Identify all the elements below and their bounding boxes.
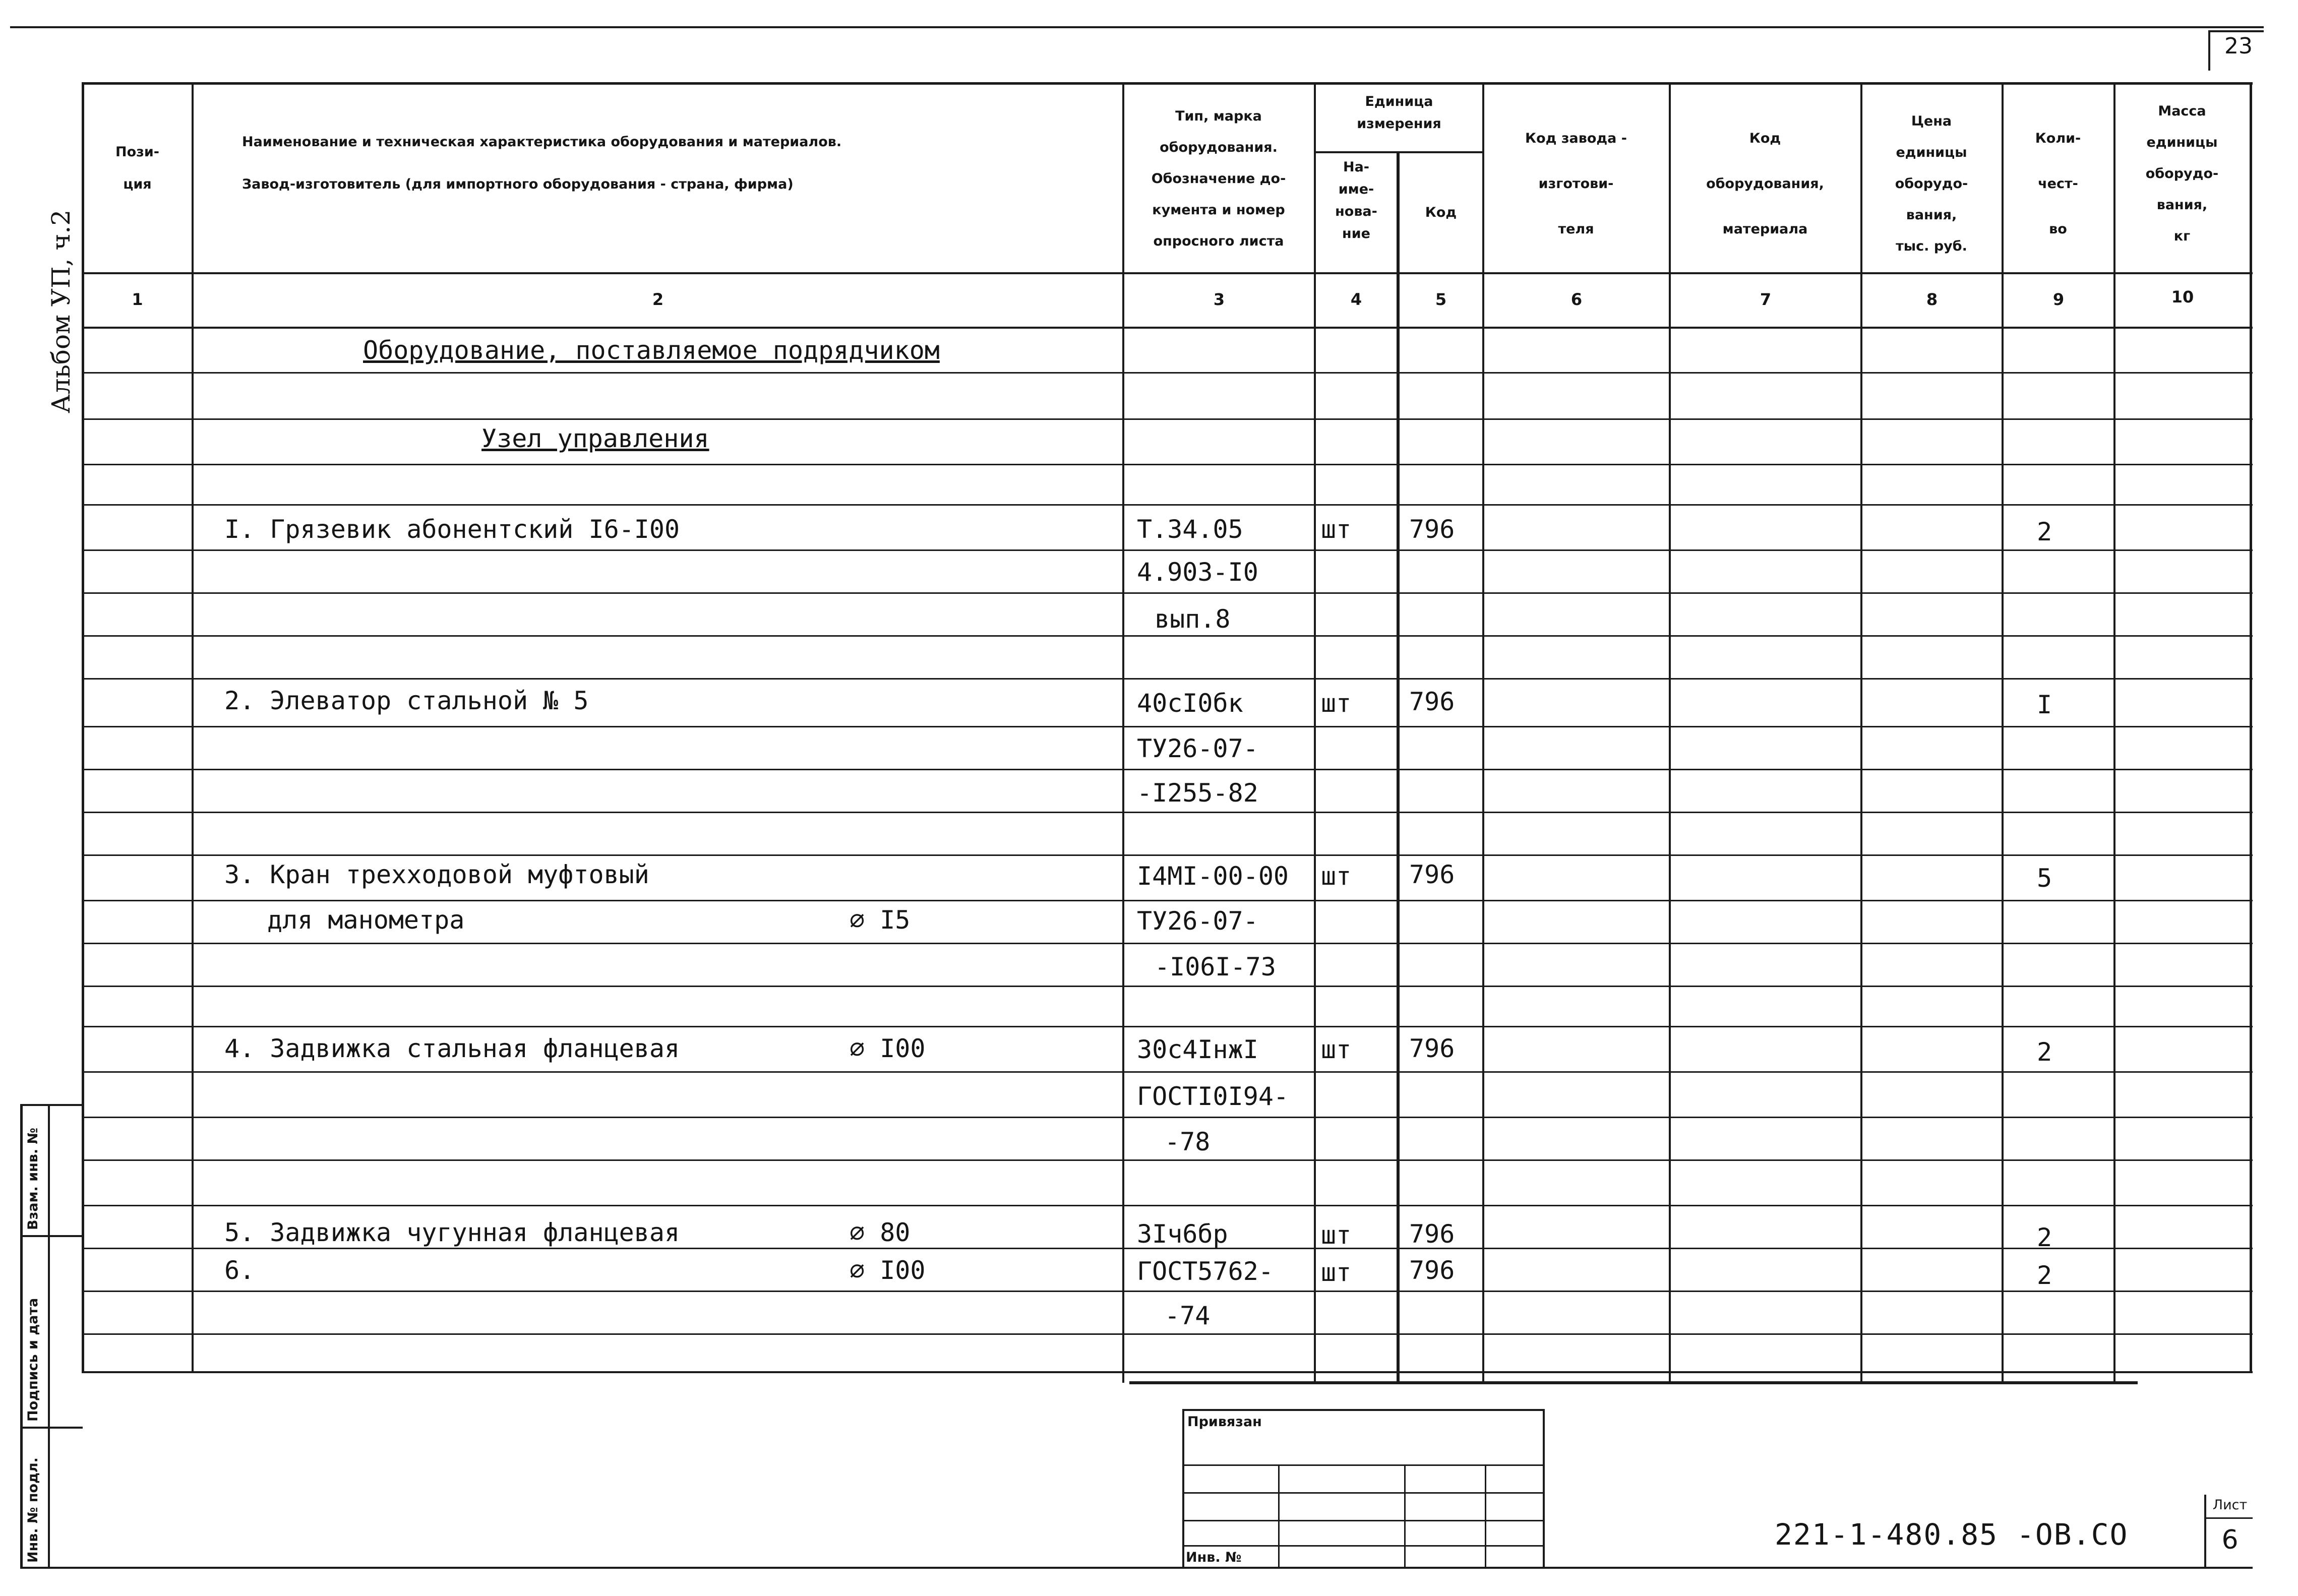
album-title: Альбом УП, ч.2: [46, 209, 76, 413]
item-name: 3. Кран трехходовой муфтовый: [224, 860, 649, 889]
item-name: 4. Задвижка стальная фланцевая: [224, 1034, 680, 1063]
col-number: 3: [1213, 290, 1225, 309]
col-number: 9: [2052, 290, 2065, 309]
item-qty: 2: [2037, 1037, 2052, 1067]
item-unit: шт: [1321, 689, 1352, 718]
item-name-continued: для манометра: [267, 905, 465, 935]
col-number: 4: [1350, 290, 1362, 309]
item-type: 30с4IнжI: [1137, 1035, 1258, 1064]
item-type: 40сI0бк: [1137, 689, 1243, 718]
col-number: 6: [1570, 290, 1583, 309]
item-size: ⌀ 80: [850, 1218, 911, 1247]
col-number: 1: [132, 290, 143, 309]
item-size: ⌀ I5: [850, 905, 911, 935]
item-code: 796: [1409, 1256, 1455, 1285]
item-unit: шт: [1321, 515, 1352, 544]
header-name: Наименование и техническая характеристика оборудования и материалов. Завод-изготовитель (для импортного оборудования - страна, фирма): [242, 134, 842, 192]
item-unit: шт: [1321, 862, 1352, 891]
stamp-inv-podl: Инв. № подл.: [25, 1457, 41, 1563]
item-qty: 5: [2037, 864, 2052, 893]
stamp-podpis: Подпись и дата: [25, 1298, 41, 1422]
header-quantity: Коли- чест- во: [2035, 131, 2081, 237]
item-qty: 2: [2037, 1223, 2052, 1252]
header-unit-group: Единица измерения: [1357, 94, 1441, 132]
sheet-number: 6: [2221, 1525, 2239, 1555]
item-type: ТУ26-07-: [1137, 734, 1258, 763]
header-type: Тип, марка оборудования. Обозначение до- кумента и номер опросного листа: [1151, 108, 1286, 249]
item-code: 796: [1409, 1034, 1455, 1063]
col-number: 2: [652, 290, 664, 309]
item-unit: шт: [1321, 1220, 1352, 1250]
item-name: 5. Задвижка чугунная фланцевая: [224, 1218, 680, 1247]
item-size: ⌀ I00: [850, 1034, 926, 1063]
item-code: 796: [1409, 515, 1455, 544]
item-code: 796: [1409, 860, 1455, 889]
item-type: -I06I-73: [1155, 952, 1276, 981]
header-mass: Масса единицы оборудо- вания, кг: [2145, 103, 2219, 244]
item-code: 796: [1409, 687, 1455, 716]
item-name: I. Грязевик абонентский I6-I00: [224, 515, 680, 544]
col-number: 8: [1926, 290, 1938, 309]
item-type: 3Iч6бр: [1137, 1219, 1228, 1249]
inv-no-label: Инв. №: [1186, 1550, 1242, 1565]
privyazan-label: Привязан: [1187, 1414, 1262, 1430]
item-type: -78: [1165, 1127, 1211, 1156]
item-unit: шт: [1321, 1258, 1352, 1287]
header-unit-code: Код: [1425, 205, 1457, 220]
subsection-title: Узел управления: [481, 424, 709, 453]
item-type: ТУ26-07-: [1137, 906, 1258, 936]
header-position: Пози- ция: [115, 144, 159, 192]
item-type: ГОСТI0I94-: [1137, 1082, 1289, 1111]
header-price: Цена единицы оборудо- вания, тыс. руб.: [1895, 113, 1968, 254]
col-number: 7: [1760, 290, 1772, 309]
document-code: 221-1-480.85 -ОВ.СО: [1775, 1517, 2129, 1552]
item-name: 6.: [224, 1256, 255, 1285]
item-code: 796: [1409, 1219, 1455, 1249]
col-number: 10: [2171, 287, 2194, 306]
item-type: Т.34.05: [1137, 515, 1243, 544]
item-type: 4.903-I0: [1137, 558, 1258, 587]
header-unit-name: На- име- нова- ние: [1335, 159, 1377, 241]
stamp-vzam: Взам. инв. №: [25, 1127, 41, 1230]
header-factory-code: Код завода - изготови- теля: [1525, 131, 1627, 237]
item-qty: 2: [2037, 517, 2052, 546]
sheet-label: Лист: [2212, 1497, 2248, 1513]
item-type: ГОСТ5762-: [1137, 1257, 1274, 1286]
item-qty: I: [2037, 690, 2052, 719]
item-size: ⌀ I00: [850, 1256, 926, 1285]
item-type: -I255-82: [1137, 778, 1258, 808]
section-title: Оборудование, поставляемое подрядчиком: [363, 336, 940, 365]
item-type: I4МI-00-00: [1137, 862, 1289, 891]
item-type: -74: [1165, 1301, 1211, 1330]
header-equipment-code: Код оборудования, материала: [1706, 131, 1824, 237]
item-unit: шт: [1321, 1035, 1352, 1064]
item-type: вып.8: [1155, 604, 1231, 634]
page-number: 23: [2224, 33, 2253, 59]
col-number: 5: [1435, 290, 1447, 309]
item-qty: 2: [2037, 1261, 2052, 1290]
item-name: 2. Элеватор стальной № 5: [224, 686, 589, 715]
